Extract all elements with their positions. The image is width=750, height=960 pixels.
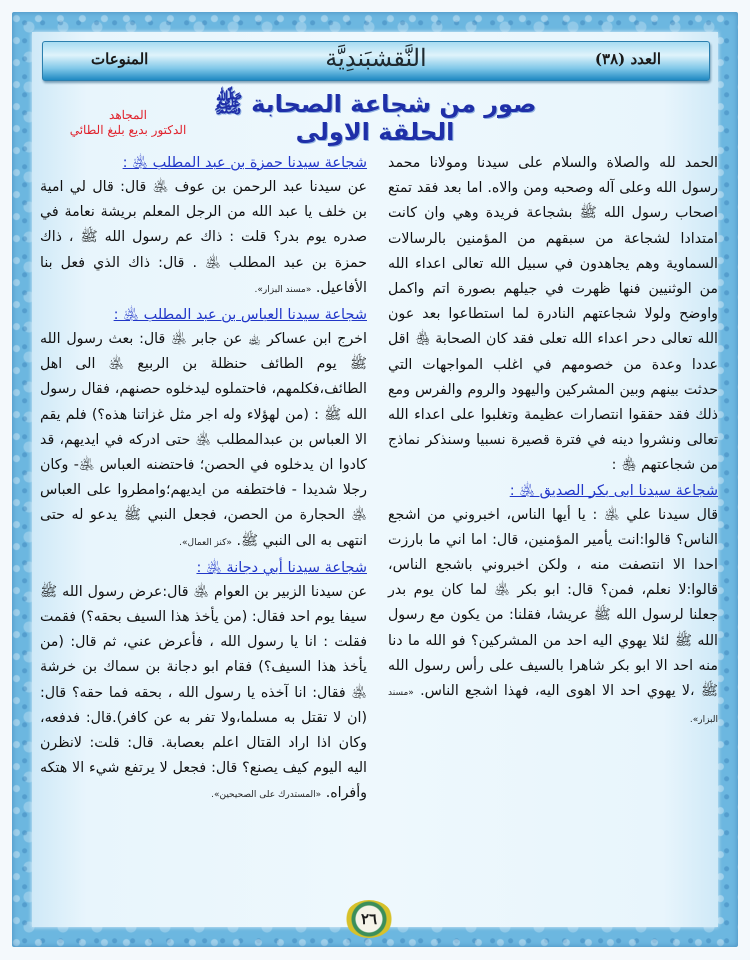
- right-column: [388, 151, 718, 733]
- section-name: المنوعات: [91, 50, 149, 68]
- issue-number: العدد (٣٨): [594, 50, 661, 68]
- section-body-abudujana: عن سيدنا الزبير بن العوام ﵁ قال:عرض رسول الله ﷺ سيفا يوم احد فقال: (من يأخذ هذا السيف بحقه؟) فقمت فقلت : انا يا رسول الله ، فأعرض عني، ثم قال: (من يأخذ هذا السيف؟) فقام ابو دجانة بن سماك بن خرشة ﵁ فقال: انا آخذه يا رسول الله ، بحقه فما حقه؟ قال: (ان لا تقتل به مسلما،ولا تفر به عن كافر).قال: فدفعه، وكان اذا اراد القتال اعلم بعصابة. قال: قلت: لانظرن اليه اليوم كيف يصنع؟ قال: فجعل لا يرتفع شيء الا هتكه وأفراه. «المستدرك على الصحيحين».: [40, 583, 367, 802]
- intro-paragraph: الحمد لله والصلاة والسلام على سيدنا ومولانا محمد رسول الله وعلى آله وصحبه ومن والاه. اما بعد فقد تمتع اصحاب رسول الله ﷺ بشجاعة فريدة وهي وان كانت امتدادا لشجاعة من سبقهم من المؤمنين بالرسالات السماوية وهم يجاهدون في سبيل الله تعالى اعداء الله من الوثنيين فنها ظهرت في جيلهم بصورة اتم واكمل واوضح ولولا شجاعتهم النادرة لما استطاعوا بعد عون الله تعالى دحر اعداء الله تعلى فقد كان الصحابة ﵃ اقل عددا وعدة من خصومهم في اغلب المواجهات التي حدثت بينهم وبين المشركين واليهود والروم والفرس ومع ذلك فقد حققوا انتصارات عظيمة وتغلبوا على اعداء الله تعالى ونشروا دينه في فترة قصيرة نسبيا وسنذكر نماذج من شجاعتهم ﵃ :: [388, 155, 718, 474]
- page-number-badge: [345, 900, 393, 938]
- magazine-title: النَّقشبَندِيَّة: [325, 44, 427, 72]
- section-body-hamza: عن سيدنا عبد الرحمن بن عوف ﵁ قال: قال لي امية بن خلف يا عبد الله من الرجل المعلم بريشة نعامة في صدره يوم بدر؟ قلت : ذاك عم رسول الله ﷺ ، ذاك حمزة بن عبد المطلب ﵁ . قال: ذاك الذي فعل بنا الأفاعيل. «مسند البزار».: [40, 179, 367, 296]
- article-title-line2: الحلقة الاولى: [295, 118, 455, 146]
- reference-abudujana: «المستدرك على الصحيحين».: [211, 790, 322, 801]
- reference-abubakr: «مسند البزار».: [388, 688, 718, 726]
- section-heading-abbas: شجاعة سيدنا العباس بن عبد المطلب ﵁ :: [113, 307, 367, 324]
- reference-hamza: «مسند البزار».: [254, 284, 312, 295]
- reference-abbas: «كنز العمال».: [179, 537, 232, 548]
- author-title: المجاهد: [109, 108, 147, 122]
- header-bar: [42, 41, 710, 81]
- author-name: الدكتور بديع بليغ الطائي: [69, 123, 187, 137]
- author-block: [48, 108, 208, 138]
- article-title-line1: صور من شجاعة الصحابة ﷺ: [213, 90, 537, 118]
- section-heading-abubakr: شجاعة سيدنا ابى بكر الصديق ﵁ :: [509, 482, 718, 499]
- page-number: ٢٦: [360, 910, 378, 928]
- left-column: [40, 151, 367, 809]
- section-body-abbas: اخرج ابن عساكر ﵀ عن جابر ﵁ قال: بعث رسول الله ﷺ يوم الطائف حنظلة بن الربيع ﵁ الى اهل الطائف،فكلمهم، فاحتملوه ليدخلوه حصنهم، فقال رسول الله ﷺ : (من لهؤلاء وله اجر مثل غزاتنا هذه؟) فلم يقم الا العباس بن عبدالمطلب ﵁ حتى ادركه في ايديهم، قد كادوا ان يدخلوه في الحصن؛ فاحتضنه العباس ﵁- وكان رجلا شديدا - فاختطفه من ايديهم؛وامطروا على العباس ﵁ الحجارة من الحصن، فجعل النبي ﷺ يدعو له حتى انتهى به الى النبي ﷺ. «كنز العمال».: [40, 331, 367, 549]
- section-heading-abudujana: شجاعة سيدنا أبي دجانة ﵁ :: [196, 559, 367, 576]
- article-title: [210, 90, 540, 146]
- section-heading-hamza: شجاعة سيدنا حمزة بن عبد المطلب ﵁ :: [122, 155, 367, 171]
- section-body-abubakr: قال سيدنا علي ﵁ : يا أيها الناس، اخبروني من اشجع الناس؟ قالوا:انت يأمير المؤمنين، قال: اما اني ما بارزت احدا الا انتصفت منه ، ولكن اخبروني باشجع الناس، قالوا:لا نعلم، فمن؟ قال: ابو بكر ﵁ لما كان يوم بدر جعلنا لرسول الله ﷺ عريشا، فقلنا: من يكون مع رسول الله ﷺ لئلا يهوي اليه احد من المشركين؟ فو الله ما دنا منه احد الا ابو بكر شاهرا بالسيف على رأس رسول الله ﷺ ،لا يهوي احد الا اهوى اليه، فهذا اشجع الناس. «مسند البزار».: [388, 506, 719, 726]
